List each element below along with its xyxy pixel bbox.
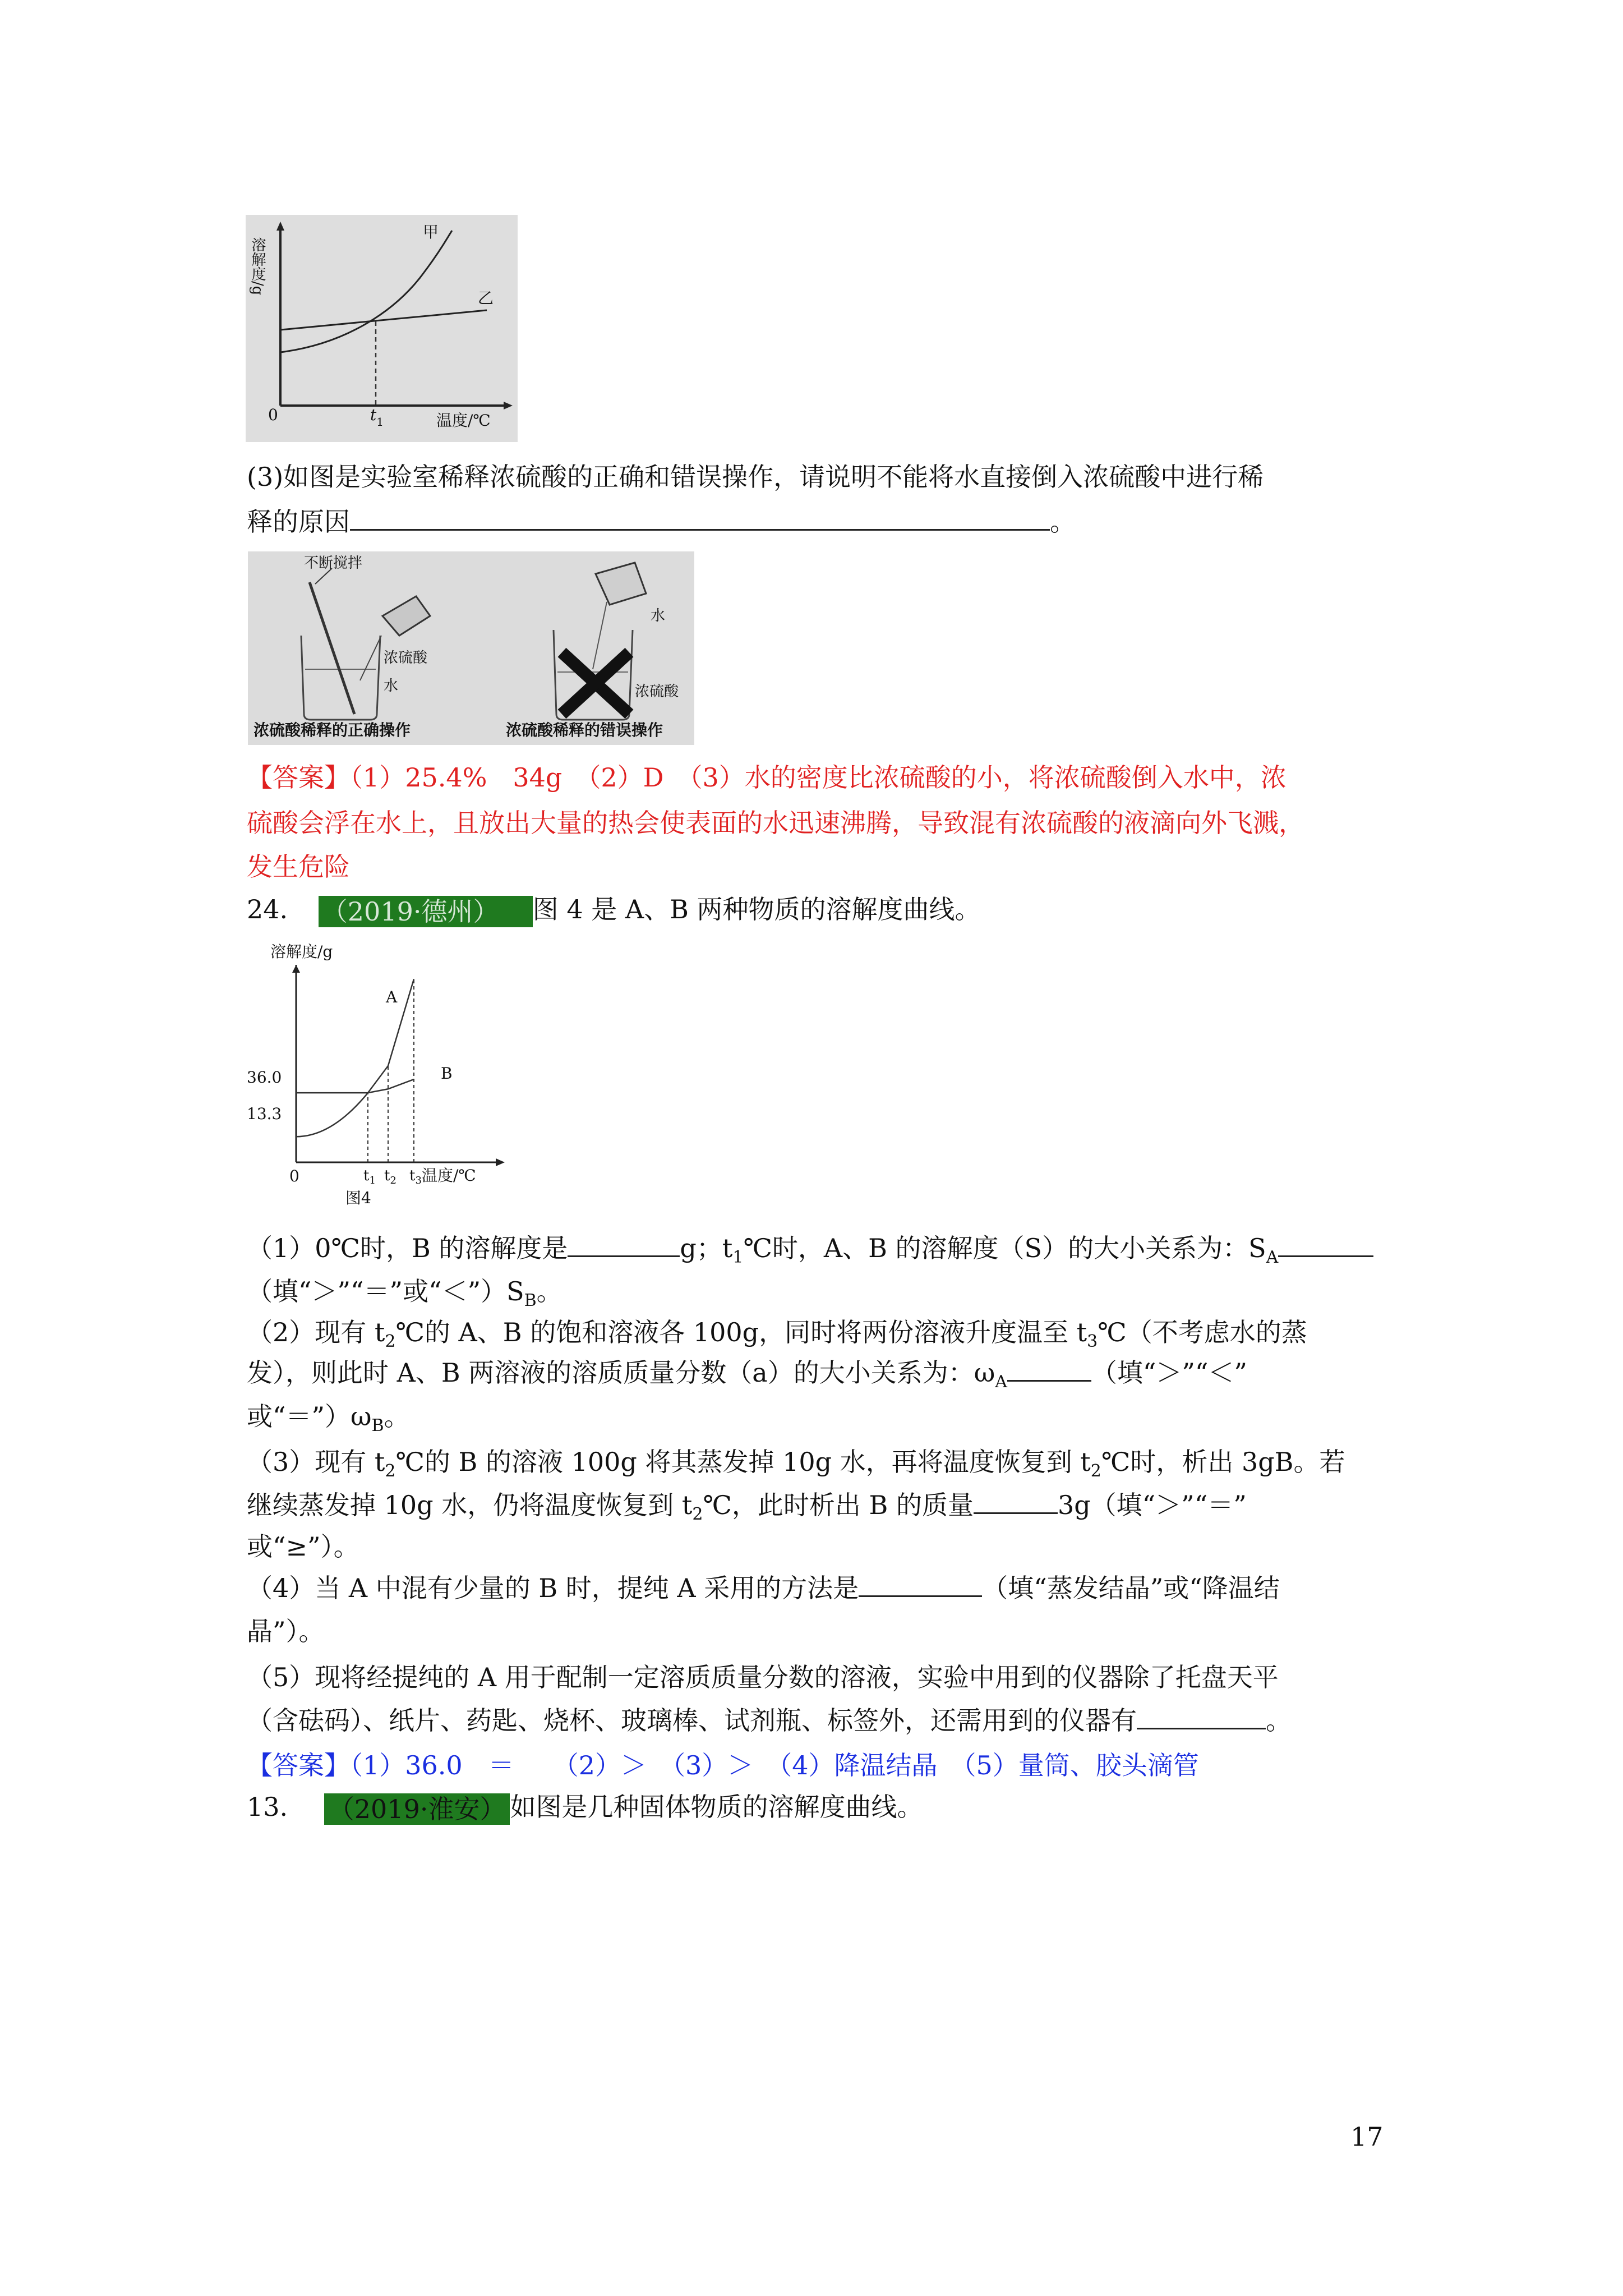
q24-part1-line2: （填“＞”“＝”或“$<”)S_B$。 [247,1276,562,1310]
q24-part2-line2: 发），则此时 A、B 两溶液的溶质质量分数（a）的大小关系为：$\omega_A$ （填“＞”“＜” [247,1355,1247,1400]
q24-part3-line2: 继续蒸发掉 10g 水，仍将温度恢复到 $t_2℃$，此时析出 B 的质量 3g（填“＞”“＝” [247,1488,1247,1532]
q24-header [247,892,981,927]
q3-line-2: 释的原因 。 [247,504,1076,539]
dilution-figure [248,551,694,745]
q24-part4-line1: （4）当 A 中混有少量的 B 时，提纯 A 采用的方法是 （填“蒸发结晶”或“降温结 [247,1571,1280,1605]
fig1-curve-jia-label: 甲 [423,223,439,241]
fig2-label-water-right: 水 [651,608,666,624]
answer1-line-1: 【答案】（1）25.4% 34g （2）D （3）水的密度比浓硫酸的小，将浓硫酸倒入水中，浓 [247,762,1287,793]
blank-1-solubility-b[interactable] [568,1231,680,1257]
q24-number: 24. [247,894,288,924]
blank-5-instruments[interactable] [1137,1703,1266,1729]
fig2-label-stir: 不断搅拌 [304,555,363,572]
q13-text: 如图是几种固体物质的溶解度曲线。 [510,1792,923,1822]
solubility-chart-fig4 [247,942,505,1217]
chart-ylabel: 溶解度/g [270,942,333,961]
blank-2-compare[interactable] [1007,1355,1091,1382]
answer1-line-2: 硫酸会浮在水上，且放出大量的热会使表面的水迅速沸腾，导致混有浓硫酸的液滴向外飞溅， [247,808,1304,838]
chart-xtick-t3: $t_3$ [409,1167,422,1186]
fig2-label-acid-left: 浓硫酸 [384,650,428,666]
page-number: 17 [1350,2122,1384,2152]
chart-series-b-label: B [441,1064,453,1083]
fig1-xlabel: 温度/℃ [436,411,491,430]
chart-series-b [296,1079,414,1093]
fig2-label-acid-right: 浓硫酸 [635,683,679,700]
fig1-origin: 0 [268,406,278,424]
q24-source-tag: （2019·德州） [319,896,533,927]
fig1-curve-yi-label: 乙 [478,289,494,307]
fig2-label-water-left: 水 [384,678,399,694]
blank-1-compare[interactable] [1278,1231,1373,1257]
fig1-t1: $t_1$ [370,406,384,429]
solubility-figure-jia-yi [246,215,518,442]
q24-part3-line3: 或“≥”）。 [247,1531,359,1562]
blank-4-method[interactable] [859,1571,982,1597]
chart-ytick-13: 13.3 [247,1105,282,1123]
q24-part5-line1: （5）现将经提纯的 A 用于配制一定溶质质量分数的溶液，实验中用到的仪器除了托盘天平 [247,1662,1279,1692]
q13-header [247,1789,923,1825]
chart-caption: 图4 [345,1189,371,1207]
chart-xtick-t2: $t_2$ [384,1167,396,1186]
q24-part5-line2: （含砝码）、纸片、药匙、烧杯、玻璃棒、试剂瓶、标签外，还需用到的仪器有 。 [247,1703,1292,1738]
chart-xtick-t1: $t_1$ [363,1167,376,1186]
q3-line-2-text: 释的原因 [247,507,350,537]
q24-part3-line1: （3）现有 $t_2℃$的 B 的溶液 100g 将其蒸发掉 10g 水，再将温度恢复到 $t_2℃$时，析出 3gB。若 [247,1447,1345,1481]
q24-part2-line3: 或“$=”)\omega_B$。 [247,1401,410,1435]
fig1-ylabel: 溶解度/g [249,237,266,296]
q24-part1-line1: （1）0℃时，B 的溶解度是 g；$t_1℃$时，A、B 的溶解度（S）的大小关系为：$S_A$ [247,1231,1373,1275]
answer1-line-3: 发生危险 [247,852,350,882]
fig2-caption-left: 浓硫酸稀释的正确操作 [253,721,411,739]
q13-source-tag: （2019·淮安） [324,1793,510,1825]
q3-line-1: (3)如图是实验室稀释浓硫酸的正确和错误操作，请说明不能将水直接倒入浓硫酸中进行稀 [247,462,1264,492]
chart-origin: 0 [289,1167,299,1185]
chart-ytick-36: 36.0 [247,1068,282,1087]
chart-y-axis-arrow [292,965,300,973]
q24-text: 图 4 是 A、B 两种物质的溶解度曲线。 [532,894,981,924]
q3-answer-blank[interactable] [350,504,1050,531]
blank-3-mass[interactable] [974,1488,1058,1514]
q13-number: 13. [247,1792,288,1822]
answer2: 【答案】（1）36.0 ＝ （2）＞ （3）＞ （4）降温结晶 （5）量筒、胶头滴管 [247,1750,1199,1780]
q24-part4-line2: 晶”）。 [247,1616,325,1646]
chart-xlabel: 温度/℃ [422,1166,476,1185]
q24-part2-line1: （2）现有 $t_2℃$的 A、B 的饱和溶液各 100g，同时将两份溶液升度温至 $t_3℃$（不考虑水的蒸 [247,1317,1307,1351]
fig2-caption-right: 浓硫酸稀释的错误操作 [506,721,663,739]
chart-x-axis-arrow [496,1158,505,1166]
chart-series-a-label: A [386,988,398,1006]
